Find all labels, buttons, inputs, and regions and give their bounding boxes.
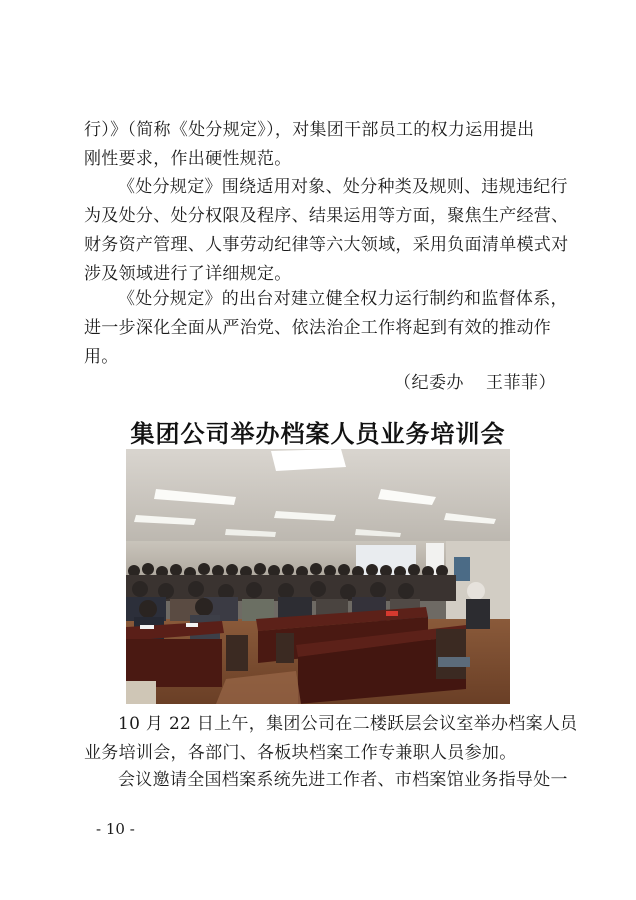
paragraph-training-intro [84, 710, 578, 768]
text-line: 刚性要求，作出硬性规范。 [84, 149, 292, 169]
signature-name: 王菲菲） [486, 373, 556, 393]
text-line: 涉及领域进行了详细规定。 [84, 264, 292, 284]
author-signature [394, 368, 556, 393]
text-line: 《处分规定》围绕适用对象、处分种类及规则、违规违纪行 [118, 177, 568, 197]
meeting-photo [126, 449, 510, 704]
text-line: 用。 [84, 347, 119, 367]
page-number: - 10 - [96, 820, 135, 838]
text-line: 业务培训会，各部门、各板块档案工作专兼职人员参加。 [84, 743, 517, 763]
text-line: 为及处分、处分权限及程序、结果运用等方面，聚焦生产经营、 [84, 206, 569, 226]
text-line: 《处分规定》的出台对建立健全权力运行制约和监督体系， [118, 289, 568, 309]
paragraph-intro-continued [84, 116, 558, 174]
text-line: 会议邀请全国档案系统先进工作者、市档案馆业务指导处一 [118, 770, 568, 790]
paragraph-regulation-significance [84, 285, 568, 372]
paragraph-training-speaker [84, 766, 568, 795]
paragraph-regulation-scope [84, 173, 569, 289]
text-line: 10 月 22 日上午，集团公司在二楼跃层会议室举办档案人员 [118, 714, 578, 734]
text-line: 进一步深化全面从严治党、依法治企工作将起到有效的推动作 [84, 318, 552, 338]
text-line: 行）》（简称《处分规定》），对集团干部员工的权力运用提出 [84, 120, 535, 140]
article-title: 集团公司举办档案人员业务培训会 [130, 419, 506, 448]
signature-dept: （纪委办 [394, 373, 464, 393]
text-line: 财务资产管理、人事劳动纪律等六大领域，采用负面清单模式对 [84, 235, 569, 255]
